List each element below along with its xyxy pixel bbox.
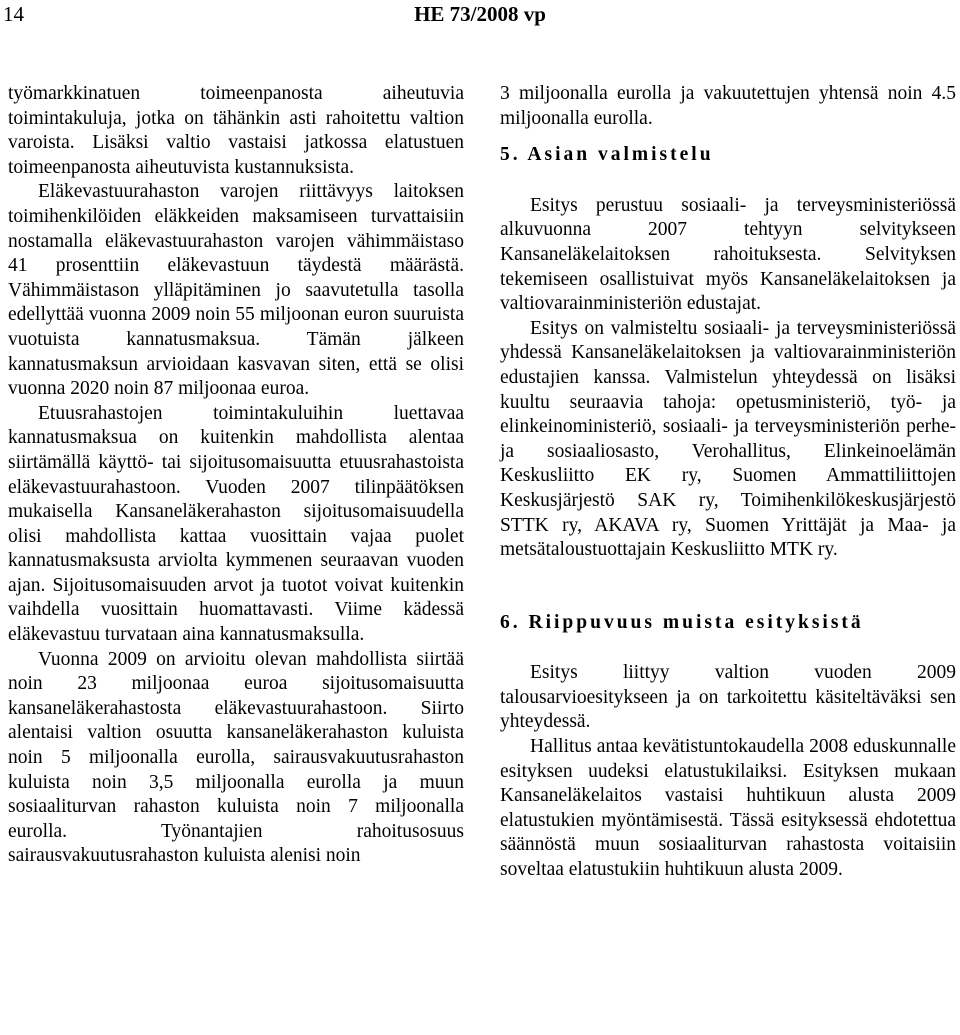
paragraph: Etuusrahastojen toimintakuluihin luettavaa kannatusmaksua on kuitenkin mahdollista alentaa siirtämällä käyttö- tai sijoitusomaisuutta etuusrahastoista eläkevastuurahastoon. Vuoden 2007 tilinpäätöksen mukaisella Kansaneläkerahaston sijoitusomaisuudella olisi mahdollista kattaa vuosittain vajaa puolet kannatusmaksusta arviolta kymmenen seuraavan vuoden ajan. Sijoitusomaisuuden arvot ja tuotot voivat kuitenkin vaihdella vuosittain huomattavasti. Viime kädessä eläkevastuu turvataan aina kannatusmaksulla. [8, 402, 464, 646]
page-number: 14 [3, 2, 24, 26]
paragraph: työmarkkinatuen toimeenpanosta aiheutuvia toimintakuluja, jotka on tähänkin asti rahoitettu valtion varoista. Lisäksi valtio vastaisi jatkossa elatustuen toimeenpanosta aiheutuvista kustannuksista. [8, 83, 464, 178]
page-header [0, 0, 960, 40]
paragraph: Esitys liittyy valtion vuoden 2009 talousarvioesitykseen ja on tarkoitettu käsiteltäväksi sen yhteydessä. [500, 662, 956, 733]
paragraph: Esitys perustuu sosiaali- ja terveysministeriössä alkuvuonna 2007 tehtyyn selvitykseen Kansaneläkelaitoksen rahoituksesta. Selvityksen tekemiseen osallistuivat myös Kansaneläkelaitoksen ja valtiovarainministeriön edustajat. [500, 194, 956, 315]
document-id: HE 73/2008 vp [414, 2, 546, 26]
left-column [8, 82, 464, 869]
paragraph-continuation: 3 miljoonalla eurolla ja vakuutettujen yhtensä noin 4.5 miljoonalla eurolla. [500, 83, 956, 129]
paragraph: Hallitus antaa kevätistuntokaudella 2008 eduskunnalle esityksen uudeksi elatustukilaiksi. Esityksen mukaan Kansaneläkelaitos vastaisi huhtikuun alusta 2009 elatustukien myöntämisestä. Tässä esityksessä ehdotettua säännöstä muun sosiaaliturvan rahastosta voitaisiin soveltaa elatustukiin huhtikuun alusta 2009. [500, 736, 956, 881]
right-column [500, 82, 956, 883]
paragraph: Esitys on valmisteltu sosiaali- ja terveysministeriössä yhdessä Kansaneläkelaitoksen ja valtiovarainministeriön edustajien kanssa. Valmistelun yhteydessä on lisäksi kuultu seuraavia tahoja: opetusministeriö, työ- ja elinkeinoministeriö, sosiaali- ja terveysministeriön perhe- ja sosiaaliosasto, Verohallitus, Elinkeinoelämän Keskusliitto EK ry, Suomen Ammattiliittojen Keskusjärjestö SAK ry, Toimihenkilökeskusjärjestö STTK ry, AKAVA ry, Suomen Yrittäjät ja Maa- ja metsätaloustuottajain Keskusliitto MTK ry. [500, 317, 956, 561]
paragraph: Eläkevastuurahaston varojen riittävyys laitoksen toimihenkilöiden eläkkeiden maksamiseen turvattaisiin nostamalla eläkevastuurahaston varojen vähimmäistaso 41 prosenttiin eläkevastuun täydestä määrästä. Vähimmäistason ylläpitäminen jo saavutetulla tasolla edellyttää vuonna 2009 noin 55 miljoonan euron suuruista vuotuista kannatusmaksua. Tämän jälkeen kannatusmaksun arvioidaan kasvavan siten, että se olisi vuonna 2020 noin 87 miljoonaa euroa. [8, 181, 464, 400]
section-heading: 5. Asian valmistelu [500, 144, 714, 166]
section-heading: 6. Riippuvuus muista esityksistä [500, 611, 864, 633]
paragraph: Vuonna 2009 on arvioitu olevan mahdollista siirtää noin 23 miljoonaa euroa sijoitusomaisuutta kansaneläkerahastosta eläkevastuurahastoon. Siirto alentaisi valtion osuutta kansaneläkerahaston kuluista noin 5 miljoonalla eurolla, sairausvakuutusrahaston kuluista noin 3,5 miljoonalla eurolla ja muun sosiaaliturvan rahaston kuluista noin 7 miljoonalla eurolla. Työnantajien rahoitusosuus sairausvakuutusrahaston kuluista alenisi noin [8, 648, 464, 867]
